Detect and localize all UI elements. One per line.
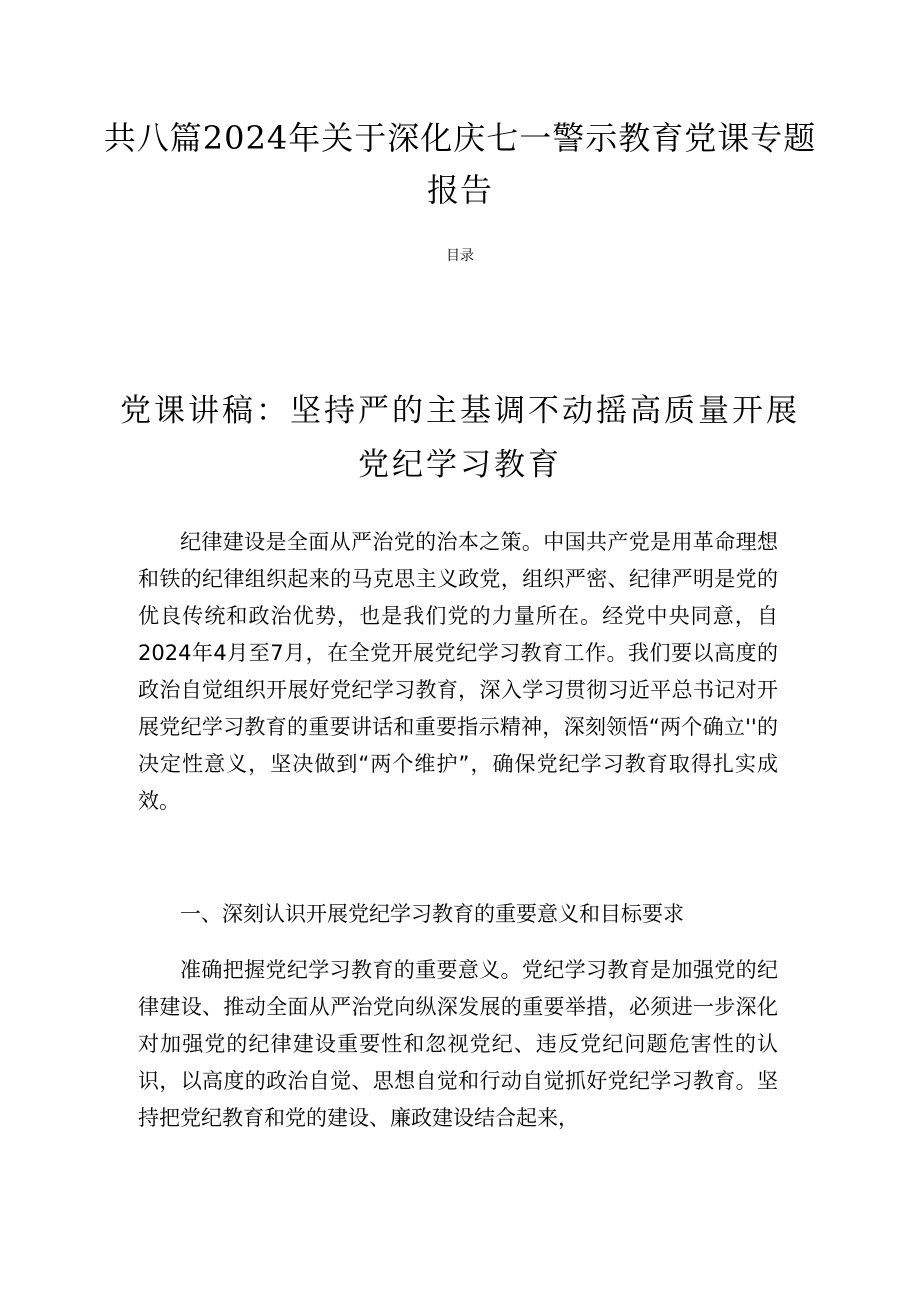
document-title: 共八篇2024年关于深化庆七一警示教育党课专题报告	[103, 119, 817, 209]
section-heading-1: 一、深刻认识开展党纪学习教育的重要意义和目标要求	[180, 902, 684, 926]
toc-label: 目录	[446, 248, 474, 264]
section-title: 党课讲稿：坚持严的主基调不动摇高质量开展党纪学习教育	[120, 393, 800, 483]
body-paragraph-2: 准确把握党纪学习教育的重要意义。党纪学习教育是加强党的纪律建设、推动全面从严治党向纵深发展的重要举措，必须进一步深化对加强党的纪律建设重要性和忽视党纪、违反党纪问题危害性的认识，以高度的政治自觉、思想自觉和行动自觉抓好党纪学习教育。坚持把党纪教育和党的建设、廉政建设结合起来，	[138, 958, 778, 1130]
body-paragraph-1: 纪律建设是全面从严治党的治本之策。中国共产党是用革命理想和铁的纪律组织起来的马克思主义政党，组织严密、纪律严明是党的优良传统和政治优势，也是我们党的力量所在。经党中央同意，自2024年4月至7月，在全党开展党纪学习教育工作。我们要以高度的政治自觉组织开展好党纪学习教育，深入学习贯彻习近平总书记对开展党纪学习教育的重要讲话和重要指示精神，深刻领悟“两个确立''的决定性意义，坚决做到“两个维护”，确保党纪学习教育取得扎实成效。	[138, 530, 778, 813]
